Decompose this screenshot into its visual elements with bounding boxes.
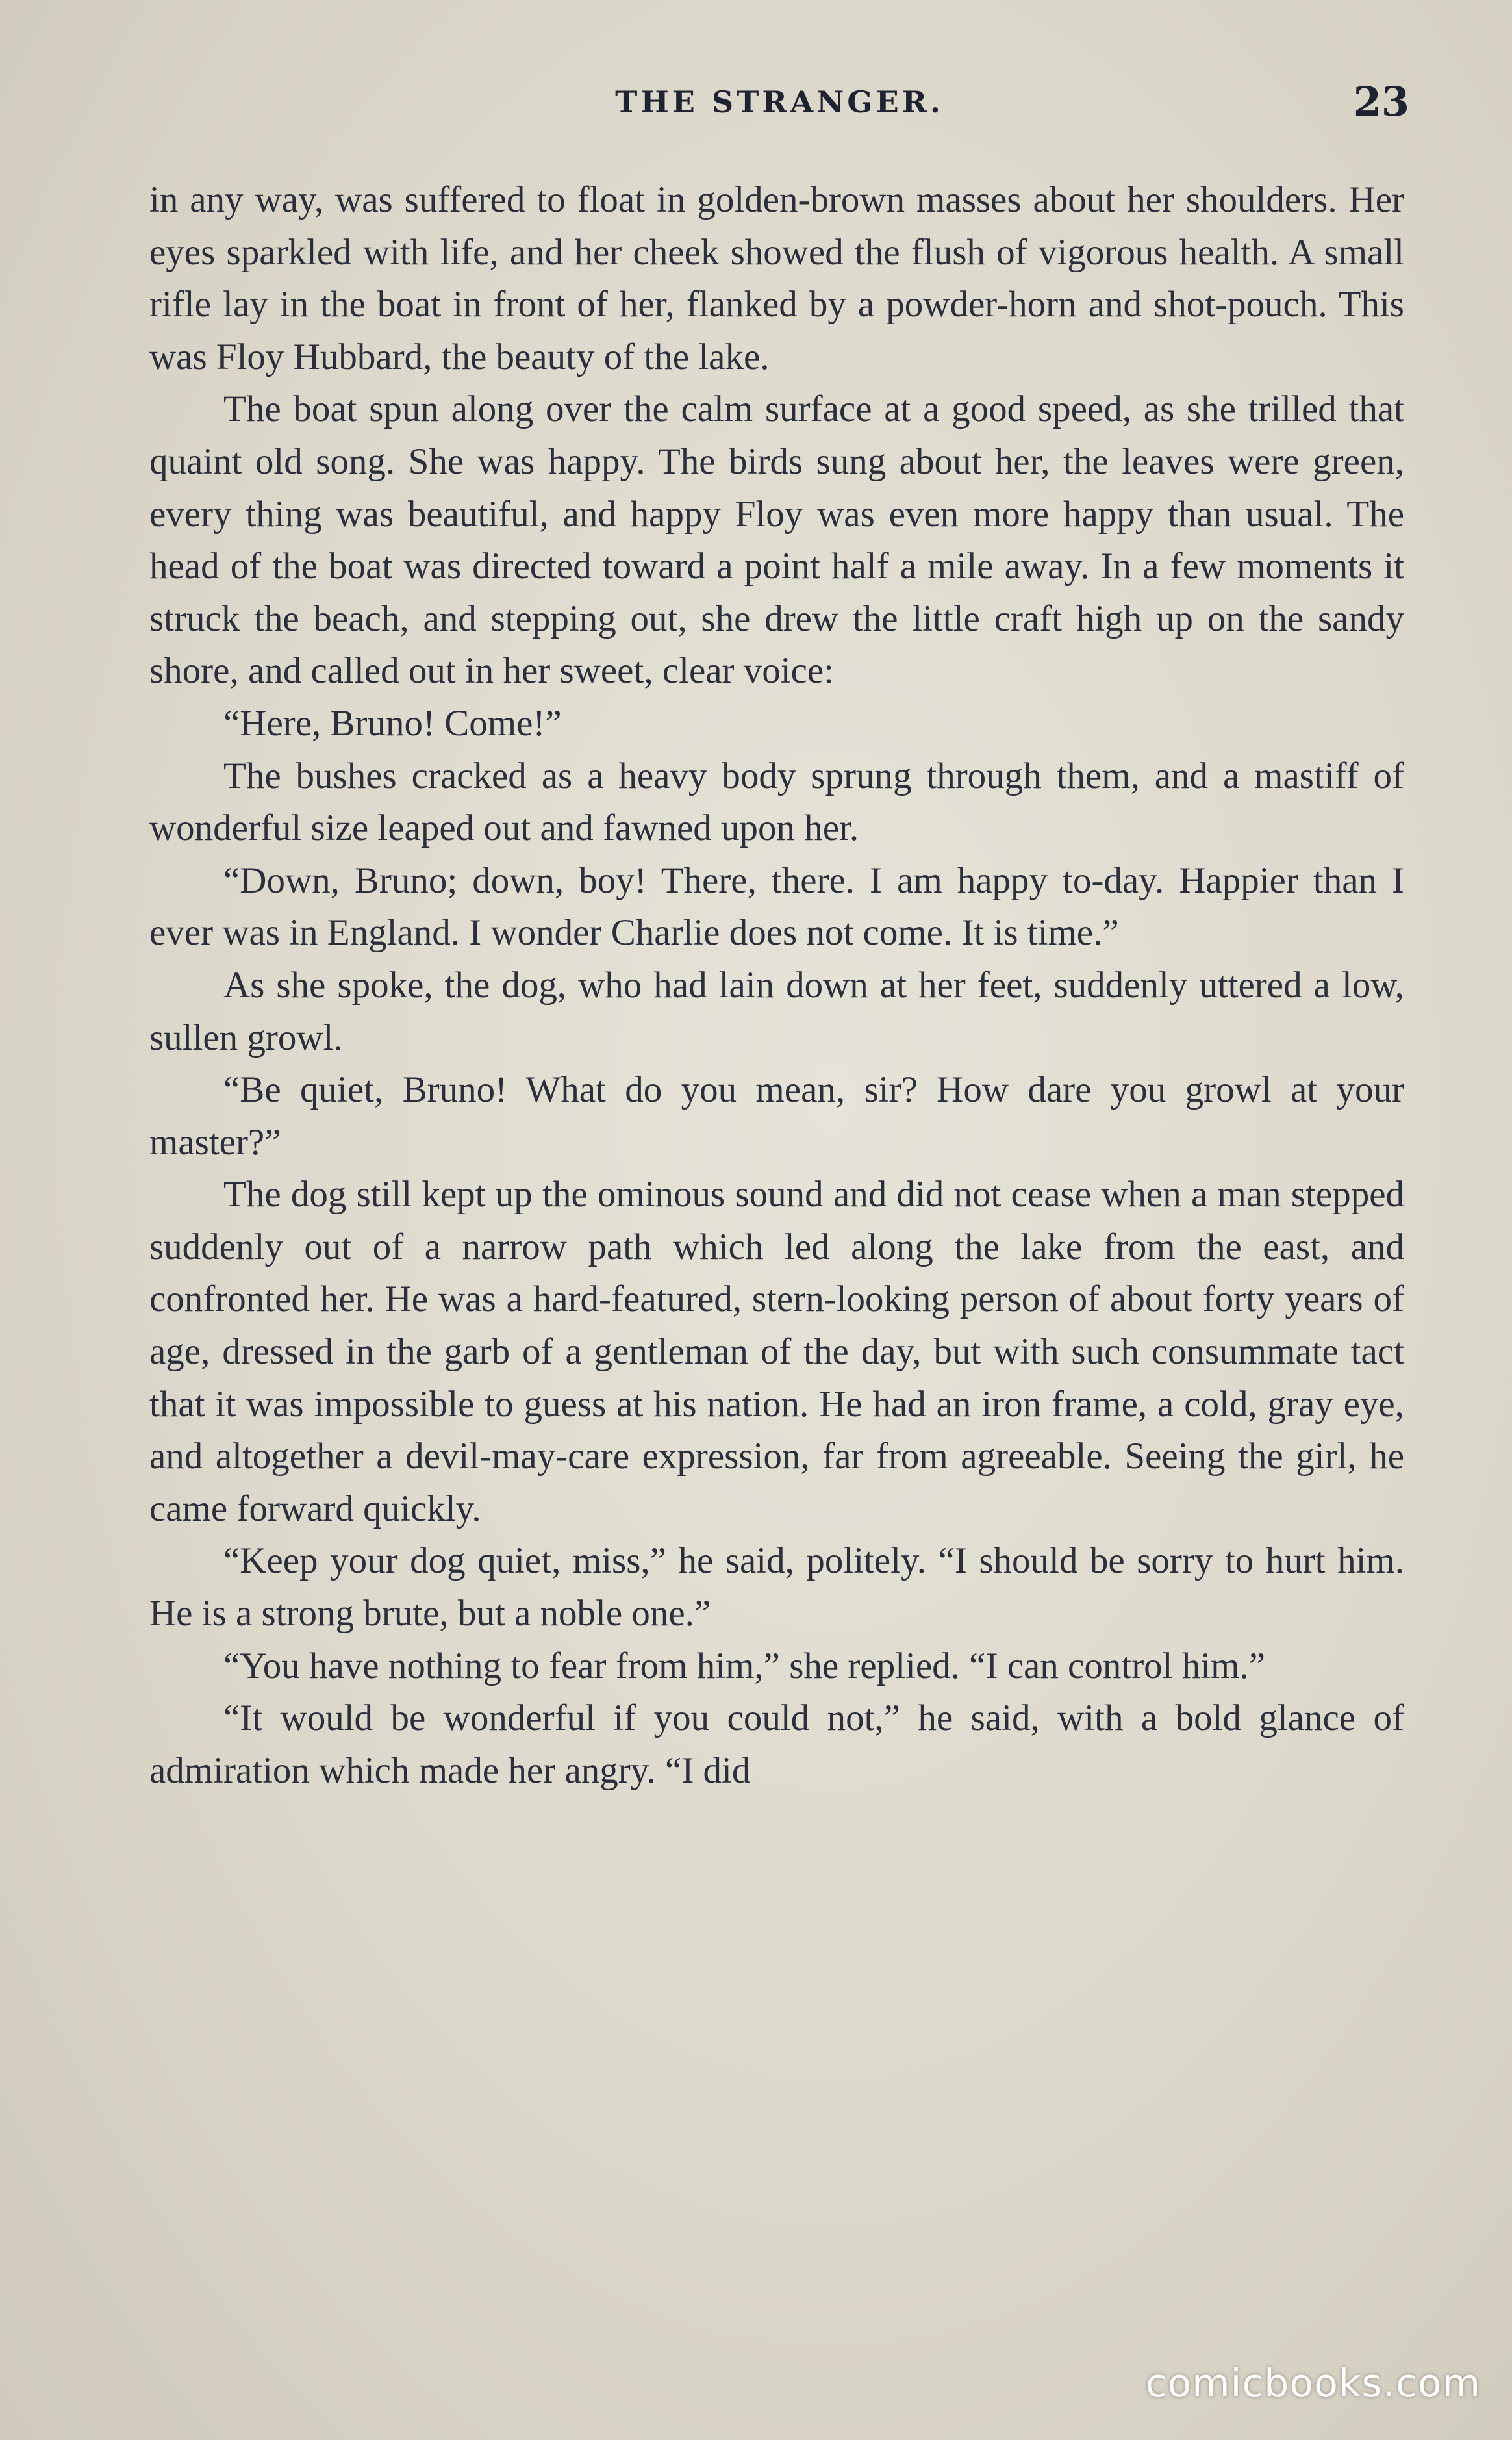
paragraph: The bushes cracked as a heavy body sprung through them, and a mastiff of wonderful size leaped out and fawned upon her.: [149, 755, 1404, 849]
paragraph: “Here, Bruno! Come!”: [223, 702, 562, 744]
running-title: THE STRANGER.: [615, 84, 944, 120]
running-head: [149, 78, 1409, 130]
paragraph: As she spoke, the dog, who had lain down at her feet, suddenly uttered a low, sullen growl.: [149, 964, 1404, 1058]
paragraph: “You have nothing to fear from him,” she replied. “I can control him.”: [223, 1645, 1265, 1686]
paragraph: “Be quiet, Bruno! What do you mean, sir? How dare you growl at your master?”: [149, 1069, 1404, 1163]
paragraph: The dog still kept up the ominous sound and did not cease when a man stepped suddenly out of a narrow path which led along the lake from the east, and confronted her. He was a hard-featured, stern-looking person of about forty years of age, dressed in the garb of a gentleman of the day, but with such consummate tact that it was impossible to guess at his nation. He had an iron frame, a cold, gray eye, and altogether a devil-may-care expression, far from agreeable. Seeing the girl, he came forward quickly.: [149, 1174, 1404, 1529]
page-number: 23: [1353, 78, 1409, 125]
paragraph: “Down, Bruno; down, boy! There, there. I am happy to-day. Happier than I ever was in England. I wonder Charlie does not come. It is time.”: [149, 859, 1404, 954]
paragraph: “It would be wonderful if you could not,” he said, with a bold glance of admiration which made her angry. “I did: [149, 1697, 1404, 1791]
paragraph: in any way, was suffered to float in golden-brown masses about her shoulders. Her eyes sparkled with life, and her cheek showed the flush of vigorous health. A small rifle lay in the boat in front of her, flanked by a powder-horn and shot-pouch. This was Floy Hubbard, the beauty of the lake.: [149, 179, 1404, 377]
body-text: [149, 174, 1404, 1797]
watermark: comicbooks.com: [1145, 2361, 1481, 2406]
paragraph: The boat spun along over the calm surface at a good speed, as she trilled that quaint old song. She was happy. The birds sung about her, the leaves were green, every thing was beautiful, and happy Floy was even more happy than usual. The head of the boat was directed toward a point half a mile away. In a few moments it struck the beach, and stepping out, she drew the little craft high up on the sandy shore, and called out in her sweet, clear voice:: [149, 388, 1404, 692]
paragraph: “Keep your dog quiet, miss,” he said, politely. “I should be sorry to hurt him. He is a strong brute, but a noble one.”: [149, 1540, 1404, 1634]
